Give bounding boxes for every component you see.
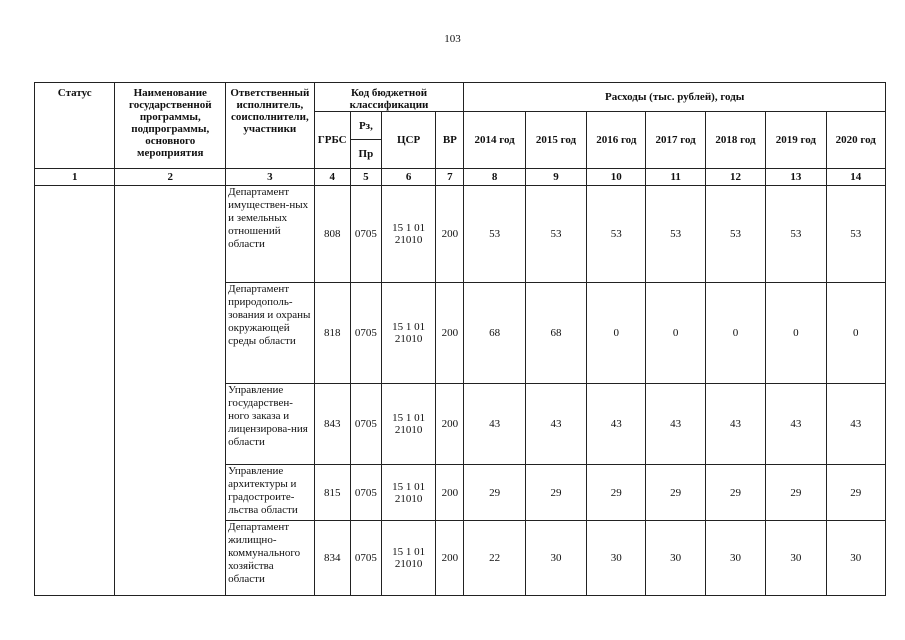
executor-cell: Управление государствен-ного заказа и лицензирова-ния области [226,384,315,465]
value-cell: 29 [826,465,886,520]
value-cell: 29 [464,465,525,520]
executor-cell: Департамент имуществен-ных и земельных отношений области [226,186,315,282]
budget-expenses-table [34,82,886,596]
value-cell: 0 [646,282,705,383]
header-budget-code: Код бюджетной классификации [314,83,464,112]
value-cell: 30 [587,520,646,595]
executor-cell: Управление архитектуры и градостроите-льства области [226,465,315,520]
value-cell: 43 [525,384,586,465]
csr-line: 21010 [394,332,423,345]
value-cell: 53 [587,186,646,282]
value-cell: 29 [766,465,826,520]
column-number: 6 [381,169,435,186]
value-cell: 53 [766,186,826,282]
header-vr: ВР [436,112,464,169]
value-cell: 68 [464,282,525,383]
header-csr: ЦСР [381,112,435,169]
executor-cell: Департамент природополь-зования и охраны окружающей среды области [226,282,315,383]
csr-line: 21010 [394,234,423,247]
value-cell: 53 [464,186,525,282]
csr-line: 21010 [394,492,423,505]
header-year: 2019 год [766,112,826,169]
header-grbs: ГРБС [314,112,350,169]
value-cell: 53 [525,186,586,282]
column-number: 9 [525,169,586,186]
csr-cell [381,282,435,383]
csr-line: 15 1 01 [392,320,426,333]
grbs-cell: 843 [314,384,350,465]
column-number: 1 [35,169,115,186]
column-number: 10 [587,169,646,186]
value-cell: 68 [525,282,586,383]
rzpr-cell: 0705 [350,465,381,520]
table-row [35,186,886,282]
value-cell: 0 [587,282,646,383]
column-number: 2 [115,169,226,186]
value-cell: 30 [525,520,586,595]
csr-line: 15 1 01 [392,222,426,235]
csr-cell [381,186,435,282]
value-cell: 53 [646,186,705,282]
value-cell: 30 [646,520,705,595]
column-number: 3 [226,169,315,186]
header-year: 2020 год [826,112,886,169]
grbs-cell: 808 [314,186,350,282]
column-number: 13 [766,169,826,186]
value-cell: 29 [525,465,586,520]
grbs-cell: 815 [314,465,350,520]
executor-cell: Департамент жилищно-коммунального хозяйства области [226,520,315,595]
column-number: 14 [826,169,886,186]
value-cell: 53 [705,186,765,282]
column-number: 12 [705,169,765,186]
csr-line: 15 1 01 [392,480,426,493]
header-rz: Рз, [350,112,381,140]
csr-cell [381,384,435,465]
vr-cell: 200 [436,465,464,520]
grbs-cell: 834 [314,520,350,595]
value-cell: 30 [826,520,886,595]
rzpr-cell: 0705 [350,282,381,383]
csr-cell [381,520,435,595]
value-cell: 43 [646,384,705,465]
value-cell: 29 [646,465,705,520]
column-number: 7 [436,169,464,186]
column-number: 5 [350,169,381,186]
value-cell: 43 [705,384,765,465]
rzpr-cell: 0705 [350,520,381,595]
header-status: Статус [35,83,115,169]
header-year: 2018 год [705,112,765,169]
header-expenses: Расходы (тыс. рублей), годы [464,83,886,112]
value-cell: 0 [826,282,886,383]
value-cell: 29 [587,465,646,520]
column-number: 11 [646,169,705,186]
vr-cell: 200 [436,186,464,282]
header-year: 2016 год [587,112,646,169]
grbs-cell: 818 [314,282,350,383]
value-cell: 29 [705,465,765,520]
value-cell: 43 [826,384,886,465]
csr-line: 15 1 01 [392,412,426,425]
csr-line: 21010 [394,424,423,437]
value-cell: 0 [705,282,765,383]
csr-line: 21010 [394,557,423,570]
header-pr: Пр [350,140,381,169]
vr-cell: 200 [436,384,464,465]
value-cell: 0 [766,282,826,383]
header-year: 2015 год [525,112,586,169]
header-year: 2014 год [464,112,525,169]
value-cell: 43 [587,384,646,465]
column-number: 4 [314,169,350,186]
column-number: 8 [464,169,525,186]
value-cell: 30 [766,520,826,595]
page-number: 103 [444,33,461,45]
value-cell: 30 [705,520,765,595]
program-name-cell [115,186,226,596]
vr-cell: 200 [436,520,464,595]
header-program-name: Наименование государственной программы, подпрограммы, основного мероприятия [115,83,226,169]
vr-cell: 200 [436,282,464,383]
value-cell: 43 [766,384,826,465]
value-cell: 43 [464,384,525,465]
rzpr-cell: 0705 [350,384,381,465]
status-cell [35,186,115,596]
csr-line: 15 1 01 [392,545,426,558]
value-cell: 53 [826,186,886,282]
header-year: 2017 год [646,112,705,169]
rzpr-cell: 0705 [350,186,381,282]
csr-cell [381,465,435,520]
header-executor: Ответственный исполнитель, соисполнители, участники [226,83,315,169]
value-cell: 22 [464,520,525,595]
